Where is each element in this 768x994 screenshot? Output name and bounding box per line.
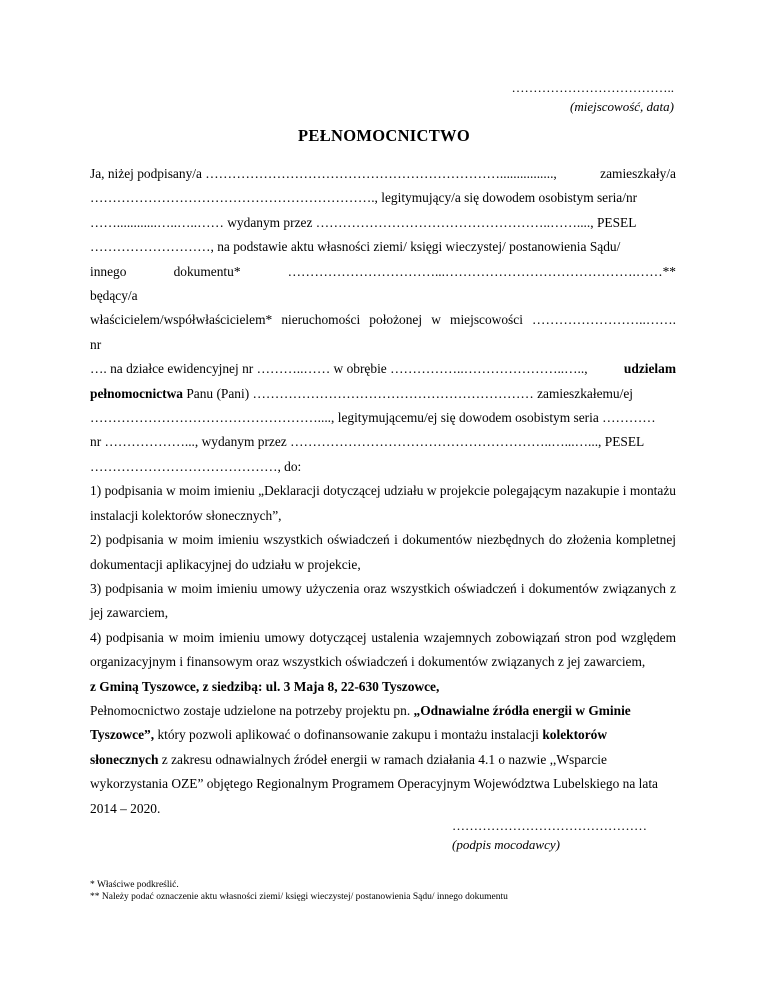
line-7-owner: właścicielem/współwłaścicielem*: [90, 312, 273, 328]
footnotes: [90, 879, 508, 903]
body-line-9: [90, 357, 676, 381]
line-7-property: nieruchomości: [281, 312, 361, 328]
signature-caption: (podpis mocodawcy): [452, 837, 560, 852]
body-line-13: ……………………………………, do:: [90, 458, 302, 474]
grant-word: udzielam: [623, 361, 676, 377]
final-text-2: który pozwoli aplikować o dofinansowanie zakupu i montażu instalacji: [154, 727, 543, 743]
power-of-attorney-word: pełnomocnictwa: [90, 385, 183, 401]
document-title: PEŁNOMOCNICTWO: [298, 126, 470, 145]
line-5-word-dokumentu: dokumentu*: [173, 263, 241, 279]
signature-dots: ………………………………………: [452, 818, 647, 833]
body-line-8: nr: [90, 336, 102, 352]
footnote-2: ** Należy podać oznaczenie aktu własności ziemi/ księgi wieczystej/ postanowienia Sądu/ innego dokumentu: [90, 892, 508, 902]
attorney-name-field: Panu (Pani) ……………………………………………………… zamieszkałemu/ej: [182, 385, 634, 401]
body-line-7: [90, 308, 676, 332]
document-body: [90, 162, 676, 821]
line-5-word-innego: innego: [90, 263, 127, 279]
residence-label: zamieszkały/a: [600, 166, 676, 181]
body-line-2: ………………………………………………………., legitymujący/a się dowodem osobistym seria/nr: [90, 190, 638, 206]
body-line-3: ……............…..…..…… wydanym przez ……………………………………………..……...., PESEL: [90, 214, 637, 230]
body-line-12: nr ………………..., wydanym przez …………………………………………………..…...…..., PESEL: [90, 434, 645, 450]
plot-number-field: …. na działce ewidencyjnej nr ………..…… w obrębie ……………..…………………..…..,: [90, 361, 588, 377]
place-date-caption: (miejscowość, data): [570, 99, 674, 114]
body-line-11: ……………………………………………...., legitymującemu/ej się dowodem osobistym seria …………: [90, 410, 656, 426]
final-text-1: Pełnomocnictwo zostaje udzielone na potrzeby projektu pn.: [90, 702, 414, 718]
final-paragraph: [90, 699, 676, 821]
collectors-term: kolektorów słonecznych: [90, 727, 608, 767]
final-text-3: z zakresu odnawialnych źródeł energii w ramach działania 4.1 o nazwie ,,Wsparcie wykorzystania OZE” objętego Regionalnym Programem Operacyjnym Województwa Lubelskiego na lata 2014 – 2020.: [90, 751, 658, 816]
line-5-dots: ……………………………...…………………………………….……**: [287, 263, 676, 279]
grantor-name-field: Ja, niżej podpisany/a …………………………………………………………................,: [90, 166, 557, 181]
line-7-located: położonej: [369, 312, 423, 328]
body-line-1: [90, 162, 676, 186]
line-7-town: miejscowości: [450, 312, 523, 328]
body-line-5: [90, 260, 676, 284]
item-1: 1) podpisania w moim imieniu „Deklaracji dotyczącej udziału w projekcie polegającym nazakupie i montażu instalacji kolektorów słonecznych”,: [90, 483, 676, 523]
project-name: „Odnawialne źródła energii w Gminie Tyszowce”,: [90, 702, 631, 743]
place-date-block: [512, 78, 675, 116]
line-7-dots: ……………………..…….: [532, 312, 676, 328]
body-line-4: ………………………, na podstawie aktu własności ziemi/ księgi wieczystej/ postanowienia Sądu/: [90, 239, 621, 255]
place-date-dots: ………………………………..: [511, 80, 674, 95]
item-2: 2) podpisania w moim imieniu wszystkich oświadczeń i dokumentów niezbędnych do złożenia kompletnej dokumentacji aplikacyjnej do udziału w projekcie,: [90, 532, 676, 572]
item-4: 4) podpisania w moim imieniu umowy dotyczącej ustalenia wzajemnych zobowiązań stron pod względem organizacyjnym i finansowym oraz wszystkich oświadczeń i dokumentów związanych z jej zawarciem,: [90, 629, 676, 670]
item-3: 3) podpisania w moim imieniu umowy użyczenia oraz wszystkich oświadczeń i dokumentów związanych z jej zawarciem,: [90, 580, 676, 621]
line-7-in: w: [431, 312, 441, 328]
body-line-10: [90, 382, 676, 406]
signature-block: [452, 816, 647, 854]
gmina-address: z Gminą Tyszowce, z siedzibą: ul. 3 Maja 8, 22-630 Tyszowce,: [90, 678, 440, 694]
body-line-6: będący/a: [90, 288, 138, 304]
footnote-1: * Właściwe podkreślić.: [90, 880, 179, 890]
